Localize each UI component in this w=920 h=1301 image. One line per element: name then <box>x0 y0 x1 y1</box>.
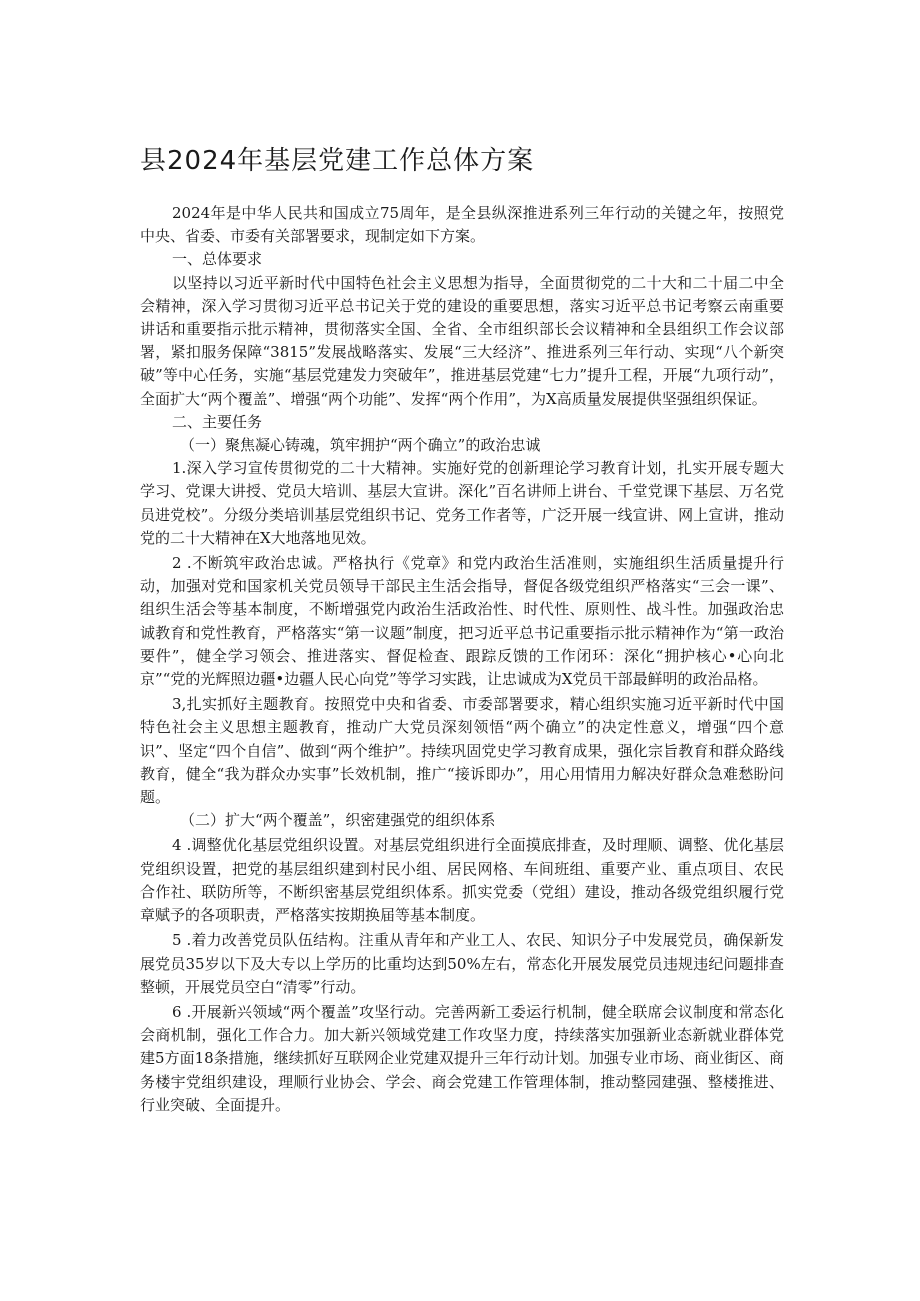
task-item-4: 4 .调整优化基层党组织设置。对基层党组织进行全面摸底排查，及时理顺、调整、优化基层党组织设置，把党的基层组织建到村民小组、居民网格、车间班组、重要产业、重点项目、农民合作社、联防所等，不断织密基层党组织体系。抓实党委（党组）建设，推动各级党组织履行党章赋予的各项职责，严格落实按期换届等基本制度。 <box>140 836 784 925</box>
section-heading-general-requirements: 一、总体要求 <box>172 250 263 269</box>
document-title: 县2024年基层党建工作总体方案 <box>140 146 535 176</box>
task-item-2: 2 .不断筑牢政治忠诚。严格执行《党章》和党内政治生活准则，实施组织生活质量提升行动，加强对党和国家机关党员领导干部民主生活会指导，督促各级党组织严格落实“三会一课”、组织生活会等基本制度，不断增强党内政治生活政治性、时代性、原则性、战斗性。加强政治忠诚教育和党性教育，严格落实“第一议题”制度，把习近平总书记重要指示批示精神作为“第一政治要件”，健全学习领会、推进落实、督促检查、跟踪反馈的工作闭环：深化“拥护核心•心向北京”“党的光辉照边疆•边疆人民心向党”等学习实践，让忠诚成为X党员干部最鲜明的政治品格。 <box>140 554 784 689</box>
section-body-general-requirements: 以坚持以习近平新时代中国特色社会主义思想为指导，全面贯彻党的二十大和二十届二中全会精神，深入学习贯彻习近平总书记关于党的建设的重要思想，落实习近平总书记考察云南重要讲话和重要指示批示精神，贯彻落实全国、全省、全市组织部长会议精神和全县组织工作会议部署，紧扣服务保障“3815”发展战略落实、发展“三大经济”、推进系列三年行动、实现“八个新突破”等中心任务，实施“基层党建发力突破年”，推进基层党建“七力”提升工程，开展“九项行动”，全面扩大“两个覆盖”、增强“两个功能”、发挥“两个作用”，为X高质量发展提供坚强组织保证。 <box>140 273 784 408</box>
task-item-6: 6 .开展新兴领域“两个覆盖”攻坚行动。完善两新工委运行机制，健全联席会议制度和常态化会商机制，强化工作合力。加大新兴领域党建工作攻坚力度，持续落实加强新业态新就业群体党建5方面18条措施，继续抓好互联网企业党建双提升三年行动计划。加强专业市场、商业街区、商务楼宇党组织建设，理顺行业协会、学会、商会党建工作管理体制，推动整园建强、整楼推进、行业突破、全面提升。 <box>140 1002 784 1114</box>
task-item-5: 5 .着力改善党员队伍结构。注重从青年和产业工人、农民、知识分子中发展党员，确保新发展党员35岁以下及大专以上学历的比重均达到50%左右，常态化开展发展党员违规违纪问题排查整顿，开展党员空白“清零”行动。 <box>140 931 784 996</box>
subsection-heading-2: （二）扩大“两个覆盖”，织密建强党的组织体系 <box>180 811 496 830</box>
document-page <box>140 140 784 1117</box>
task-item-3: 3,扎实抓好主题教育。按照党中央和省委、市委部署要求，精心组织实施习近平新时代中国特色社会主义思想主题教育，推动广大党员深刻领悟“两个确立”的决定性意义，增强“四个意识”、坚定“四个自信”、做到“两个维护”。持续巩固党史学习教育成果，强化宗旨教育和群众路线教育，健全“我为群众办实事”长效机制，推广“接诉即办”，用心用情用力解决好群众急难愁盼问题。 <box>140 695 784 807</box>
intro-paragraph: 2024年是中华人民共和国成立75周年，是全县纵深推进系列三年行动的关键之年，按照党中央、省委、市委有关部署要求，现制定如下方案。 <box>140 204 784 246</box>
subsection-heading-1: （一）聚焦凝心铸魂，筑牢拥护“两个确立”的政治忠诚 <box>180 436 541 455</box>
task-item-1: 1.深入学习宣传贯彻党的二十大精神。实施好党的创新理论学习教育计划，扎实开展专题大学习、党课大讲授、党员大培训、基层大宣讲。深化”百名讲师上讲台、千堂党课下基层、万名党员进党校”。分级分类培训基层党组织书记、党务工作者等，广泛开展一线宣讲、网上宣讲，推动党的二十大精神在X大地落地见效。 <box>140 459 784 547</box>
section-heading-main-tasks: 二、主要任务 <box>172 412 263 431</box>
